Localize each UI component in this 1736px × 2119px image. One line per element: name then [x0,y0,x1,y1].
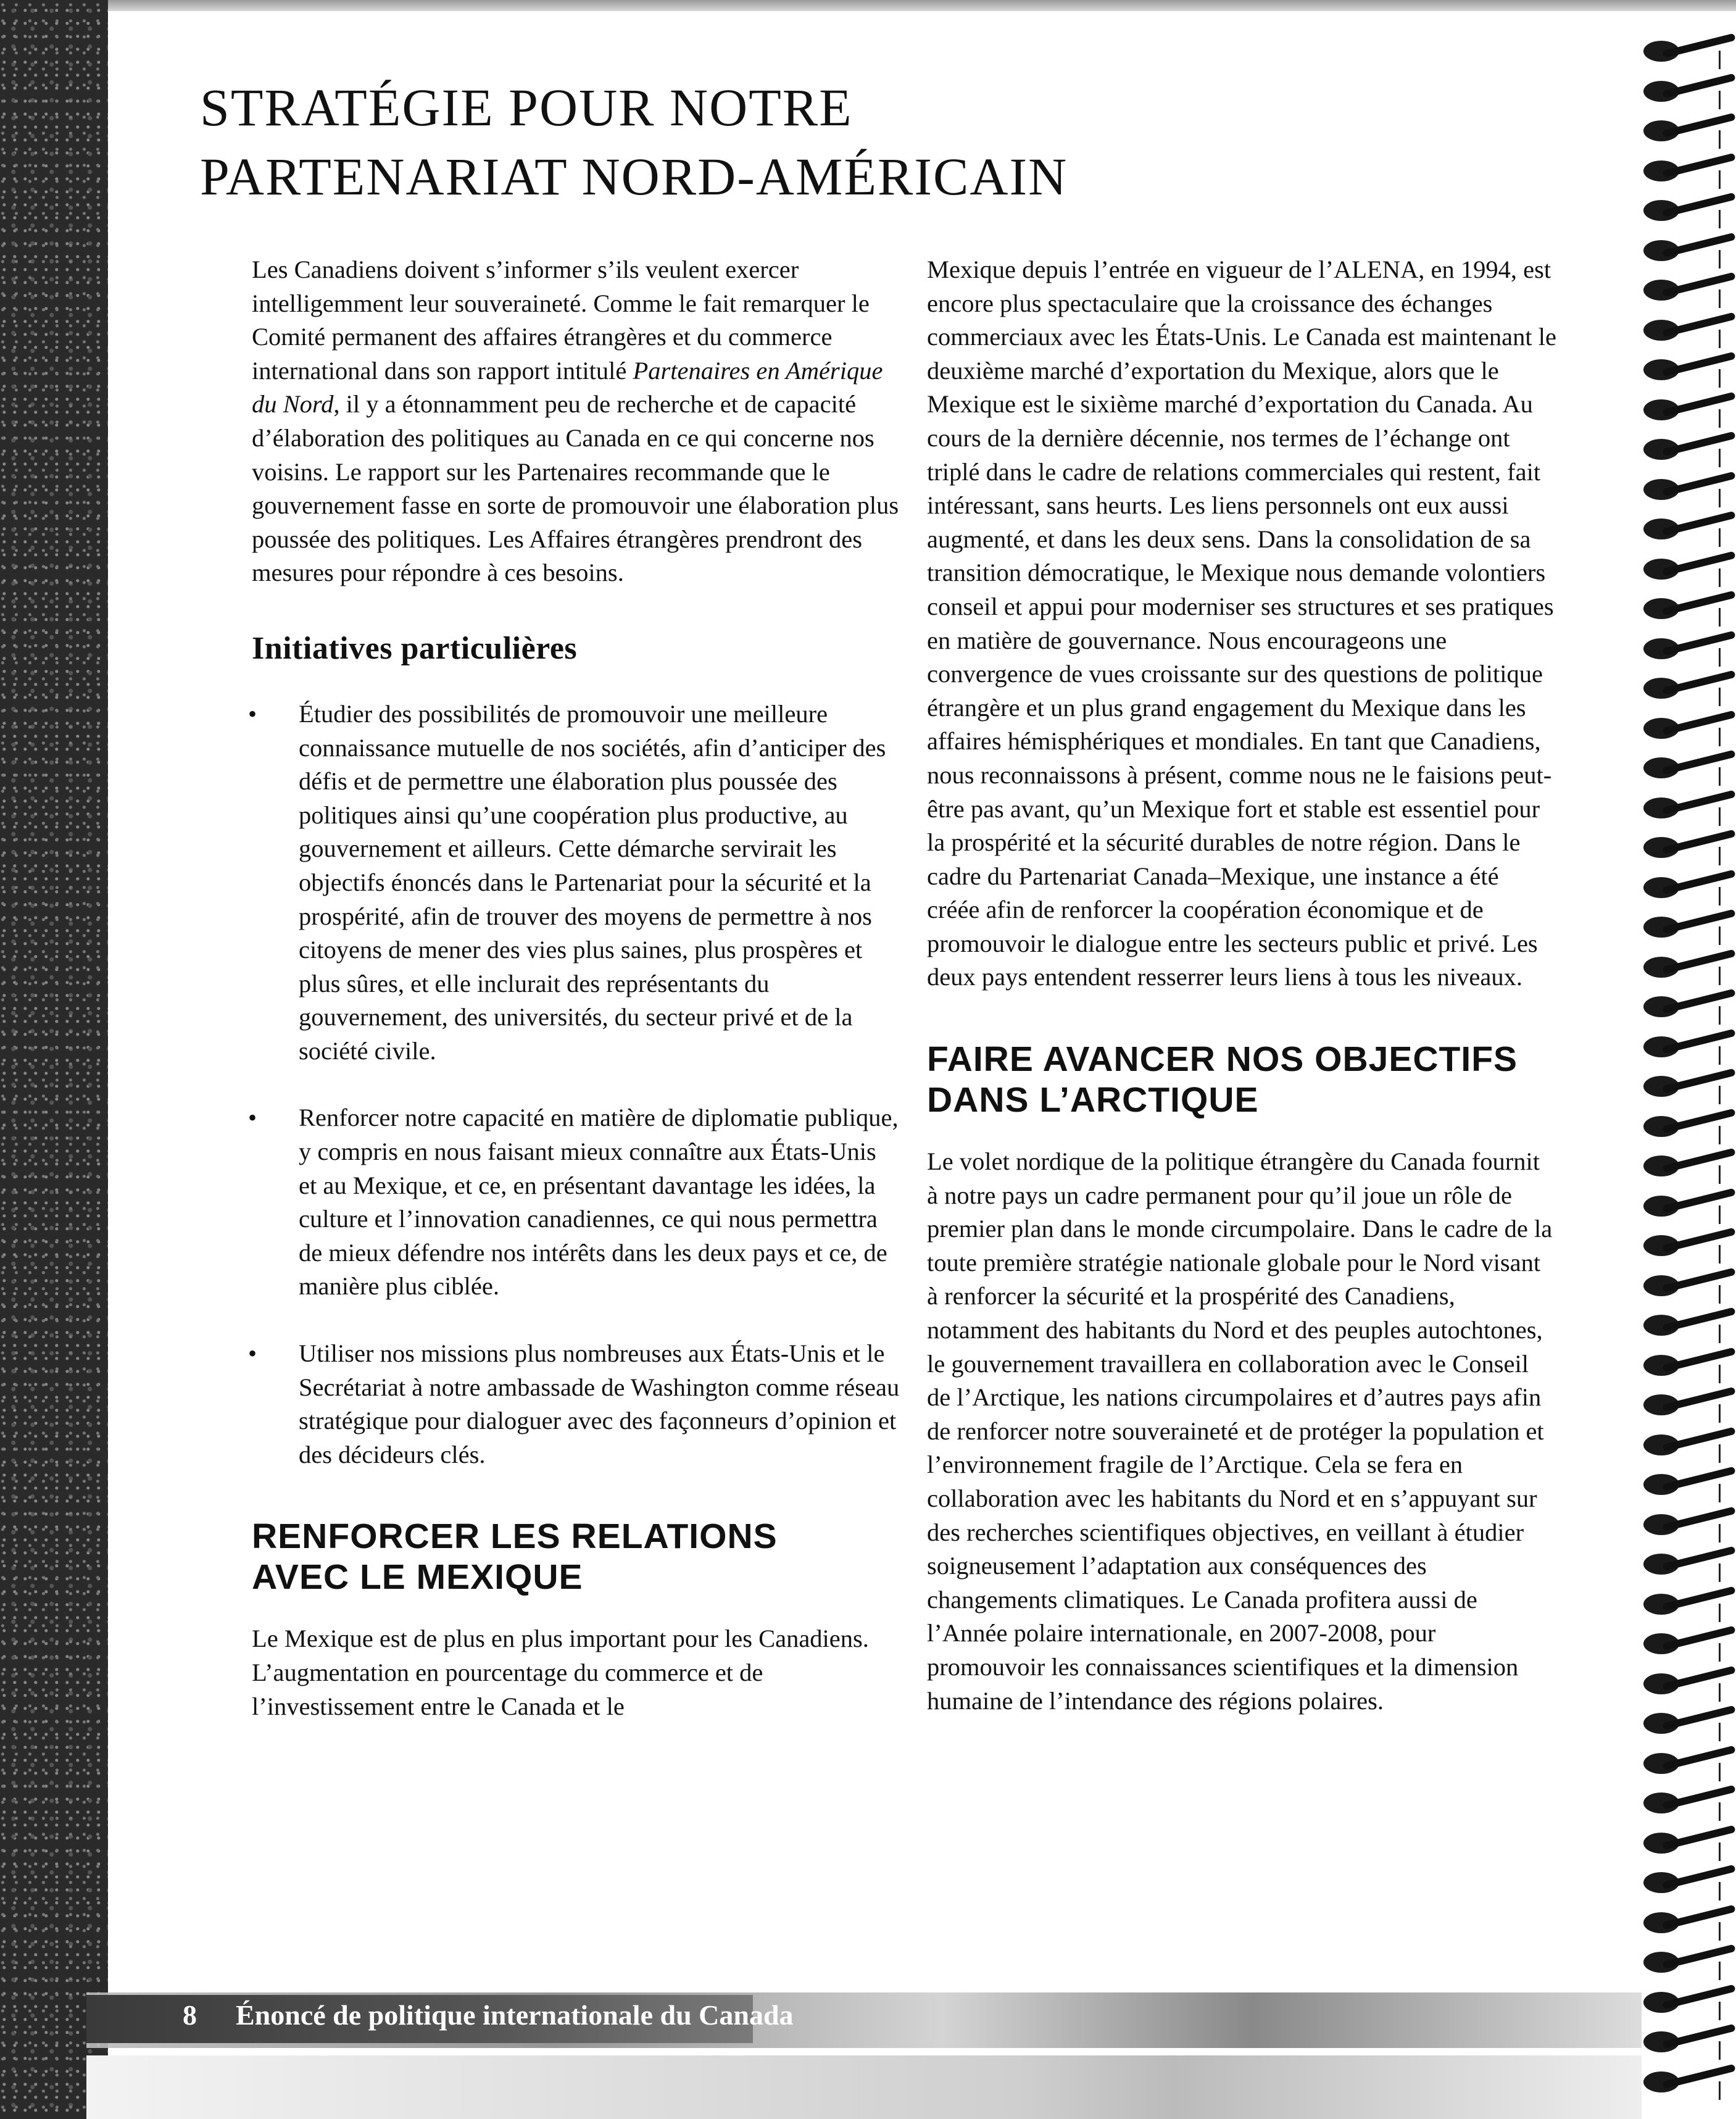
spiral-ring [1643,1152,1736,1180]
list-item [248,697,900,1068]
spiral-ring [1643,1272,1736,1300]
spiral-ring [1643,2028,1736,2056]
bullet-icon: • [248,699,257,728]
binding-texture-left [0,0,108,2119]
spiral-ring [1643,1431,1736,1459]
bullet-icon: • [248,1339,257,1368]
page-title [200,73,1068,211]
spiral-ring [1643,515,1736,543]
spiral-ring [1643,356,1736,384]
spiral-ring [1643,2068,1736,2096]
spiral-ring [1643,1550,1736,1578]
mexico-paragraph-start: Le Mexique est de plus en plus important pour les Canadiens. L’augmentation en pourcentage du commerce et de l’investissement entre le Canada et le [252,1625,869,1720]
page-title-line-1: STRATÉGIE POUR NOTRE [200,78,853,137]
spiral-ring [1643,1033,1736,1061]
spiral-ring [1643,794,1736,822]
initiatives-list [248,697,900,1472]
spiral-ring [1643,1670,1736,1698]
spiral-ring [1643,555,1736,583]
publication-title: Énoncé de politique internationale du Canada [236,1999,794,2031]
arctic-paragraph: Le volet nordique de la politique étrangère du Canada fournit à notre pays un cadre permanent pour qu’il joue un rôle de premier plan dans le monde circumpolaire. Dans le cadre de la toute première stratégie nationale globale pour le Nord visant à renforcer la sécurité et la prospérité des Canadiens, notamment des habitants du Nord et des peuples autochtones, le gouvernement travaillera en collaboration avec le Conseil de l’Arctique, les nations circumpolaires et d’autres pays afin de renforcer notre souveraineté et de protéger la population et l’environnement fragile de l’Arctique. Cela se fera en collaboration avec les habitants du Nord et en s’appuyant sur des recherches scientifiques objectives, en veillant à étudier soigneusement l’adaptation aux conséquences des changements climatiques. Le Canada profitera aussi de l’Année polaire internationale, en 2007-2008, pour promouvoir les connaissances scientifiques et la dimension humaine de l’intendance des régions polaires. [927,1147,1553,1715]
bullet-text: Utiliser nos missions plus nombreuses aux États-Unis et le Secrétariat à notre ambassade de Washington comme réseau stratégique pour dialoguer avec des façonneurs d’opinion et des décideurs clés. [299,1339,900,1468]
top-border [0,0,1736,11]
spiral-ring [1643,1630,1736,1658]
spiral-ring [1643,594,1736,623]
bullet-text: Renforcer notre capacité en matière de diplomatie publique, y compris en nous faisant mieux connaître aux États-Unis et au Mexique, et ce, en présentant davantage les idées, la culture et l’innovation canadiennes, ce qui nous permettra de mieux défendre nos intérêts dans les deux pays et ce, de manière plus ciblée. [299,1104,899,1301]
spiral-ring [1643,1470,1736,1499]
intro-paragraph [252,253,900,590]
report-title-italic: Partenaires en Amérique du Nord [252,356,883,418]
spiral-ring [1643,714,1736,743]
spiral-ring [1643,77,1736,106]
spiral-ring [1643,1192,1736,1220]
spiral-ring [1643,1391,1736,1419]
spiral-ring [1643,1072,1736,1101]
spiral-ring [1643,1112,1736,1141]
arctic-section-heading [927,1039,1556,1120]
spiral-ring [1643,1709,1736,1738]
spiral-ring [1643,1311,1736,1339]
arctic-heading-line-2: DANS L’ARCTIQUE [927,1080,1259,1120]
spiral-ring [1643,236,1736,265]
right-column [927,253,1556,1718]
spiral-ring [1643,1988,1736,2017]
spiral-ring [1643,674,1736,702]
spiral-ring [1643,1829,1736,1857]
mexico-heading-line-1: RENFORCER LES RELATIONS [252,1517,778,1557]
spiral-ring [1643,833,1736,862]
spiral-ring [1643,1510,1736,1539]
page-number: 8 [183,1999,197,2031]
spiral-ring [1643,913,1736,941]
spiral-ring [1643,276,1736,304]
spiral-ring [1643,635,1736,663]
spiral-ring [1643,157,1736,185]
spiral-ring [1643,993,1736,1021]
page-title-line-2: PARTENARIAT NORD-AMÉRICAIN [200,147,1068,206]
bullet-icon: • [248,1104,257,1132]
spiral-ring [1643,37,1736,65]
spiral-ring [1643,953,1736,981]
arctic-heading-line-1: FAIRE AVANCER NOS OBJECTIFS [927,1039,1518,1080]
spiral-ring [1643,1909,1736,1937]
spiral-ring [1643,316,1736,344]
spiral-ring [1643,396,1736,424]
list-item [248,1337,900,1472]
left-column [248,253,900,1723]
mexico-paragraph-continued: Mexique depuis l’entrée en vigueur de l’ALENA, en 1994, est encore plus spectaculaire que la croissance des échanges commerciaux avec les États-Unis. Le Canada est maintenant le deuxième marché d’exportation du Mexique, alors que le Mexique est le sixième marché d’exportation du Canada. Au cours de la dernière décennie, nos termes de l’échange ont triplé dans le cadre de relations commerciales qui restent, fait intéressant, sans heurts. Les liens personnels ont eux aussi augmenté, et dans les deux sens. Dans la consolidation de sa transition démocratique, le Mexique nous demande volontiers conseil et appui pour moderniser ses structures et ses pratiques en matière de gouvernance. Nous encourageons une convergence de vues croissante sur des questions de politique étrangère et un plus grand engagement du Mexique dans les affaires hémisphériques et mondiales. En tant que Canadiens, nous reconnaissons à présent, comme nous ne le faisions peut-être pas avant, qu’un Mexique fort et stable est essentiel pour la prospérité et la sécurité durables de notre région. Dans le cadre du Partenariat Canada–Mexique, une instance a été créée afin de renforcer la coopération économique et de promouvoir le dialogue entre les secteurs public et privé. Les deux pays entendent resserrer leurs liens à tous les niveaux. [927,256,1556,991]
bottom-border [86,2055,1642,2119]
spiral-ring [1643,1749,1736,1778]
spiral-ring [1643,1789,1736,1817]
intro-text-end: , il y a étonnamment peu de recherche et de capacité d’élaboration des politiques au Canada en ce qui concerne nos voisins. Le rapport sur les Partenaires recommande que le gouvernement fasse en sorte de promouvoir une élaboration plus poussée des politiques. Les Affaires étrangères prendront des mesures pour répondre à ces besoins. [252,390,899,587]
bullet-text: Étudier des possibilités de promouvoir une meilleure connaissance mutuelle de nos sociétés, afin d’anticiper des défis et de permettre une élaboration plus poussée des politiques ainsi qu’une coopération plus productive, au gouvernement et ailleurs. Cette démarche servirait les objectifs énoncés dans le Partenariat pour la sécurité et la prospérité, afin de trouver des moyens de permettre à nos citoyens de mener des vies plus saines, plus prospères et plus sûres, et elle inclurait des représentants du gouvernement, des universités, du secteur privé et de la société civile. [299,699,886,1065]
mexico-section-heading [252,1516,900,1597]
spiral-ring [1643,873,1736,902]
spiral-binding [1628,25,1736,2111]
spiral-ring [1643,475,1736,504]
spiral-ring [1643,754,1736,782]
spiral-ring [1643,1351,1736,1380]
spiral-ring [1643,1231,1736,1260]
spiral-ring [1643,117,1736,145]
initiatives-heading: Initiatives particulières [252,630,578,666]
spiral-ring [1643,1948,1736,1976]
mexico-heading-line-2: AVEC LE MEXIQUE [252,1557,583,1597]
spiral-ring [1643,435,1736,464]
spiral-ring [1643,196,1736,225]
spiral-ring [1643,1590,1736,1618]
intro-text-start: Les Canadiens doivent s’informer s’ils veulent exercer intelligemment leur souveraineté. Comme le fait remarquer le Comité permanent des affaires étrangères et du commerce international dans son rapport intitulé [252,256,870,385]
list-item [248,1101,900,1304]
spiral-ring [1643,1868,1736,1897]
